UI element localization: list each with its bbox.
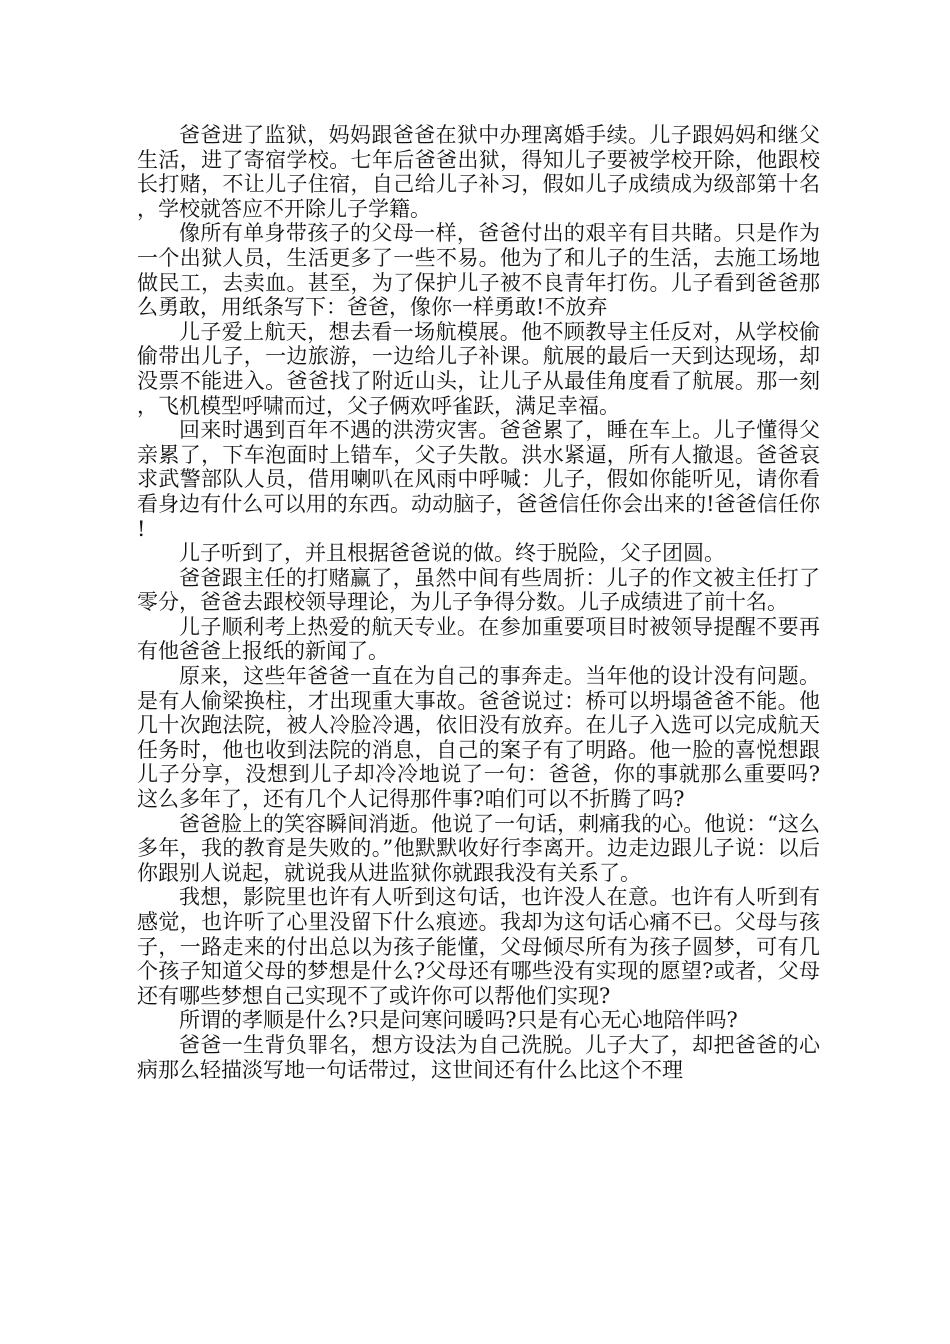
paragraph: 儿子顺利考上热爱的航天专业。在参加重要项目时被领导提醒不要再有他爸爸上报纸的新闻了。 bbox=[137, 614, 820, 664]
paragraph: 爸爸进了监狱，妈妈跟爸爸在狱中办理离婚手续。儿子跟妈妈和继父生活，进了寄宿学校。七年后爸爸出狱，得知儿子要被学校开除，他跟校长打赌，不让儿子住宿，自己给儿子补习，假如儿子成绩成为级部第十名，学校就答应不开除儿子学籍。 bbox=[137, 123, 820, 221]
paragraph: 爸爸跟主任的打赌赢了，虽然中间有些周折：儿子的作文被主任打了零分，爸爸去跟校领导理论，为儿子争得分数。儿子成绩进了前十名。 bbox=[137, 565, 820, 615]
paragraph: 所谓的孝顺是什么?只是问寒问暖吗?只是有心无心地陪伴吗? bbox=[179, 1008, 738, 1033]
paragraph: 像所有单身带孩子的父母一样，爸爸付出的艰辛有目共睹。只是作为一个出狱人员，生活更多了一些不易。他为了和儿子的生活，去施工场地做民工，去卖血。甚至，为了保护儿子被不良青年打伤。儿子看到爸爸那么勇敢，用纸条写下：爸爸，像你一样勇敢!不放弃 bbox=[137, 221, 820, 320]
document-body bbox=[137, 123, 820, 1082]
paragraph: 爸爸一生背负罪名，想方设法为自己洗脱。儿子大了，却把爸爸的心病那么轻描淡写地一句话带过，这世间还有什么比这个不理 bbox=[137, 1032, 820, 1082]
paragraph: 我想，影院里也许有人听到这句话，也许没人在意。也许有人听到有感觉，也许听了心里没留下什么痕迹。我却为这句话心痛不已。父母与孩子，一路走来的付出总以为孩子能懂，父母倾尽所有为孩子圆梦，可有几个孩子知道父母的梦想是什么?父母还有哪些没有实现的愿望?或者，父母还有哪些梦想自己实现不了或许你可以帮他们实现? bbox=[137, 885, 820, 1008]
paragraph: 回来时遇到百年不遇的洪涝灾害。爸爸累了，睡在车上。儿子懂得父亲累了，下车泡面时上错车，父子失散。洪水紧逼，所有人撤退。爸爸哀求武警部队人员，借用喇叭在风雨中呼喊：儿子，假如你能听见，请你看看身边有什么可以用的东西。动动脑子，爸爸信任你会出来的!爸爸信任你! bbox=[137, 418, 820, 541]
paragraph: 儿子听到了，并且根据爸爸说的做。终于脱险，父子团圆。 bbox=[179, 541, 725, 566]
paragraph: 原来，这些年爸爸一直在为自己的事奔走。当年他的设计没有问题。是有人偷梁换柱，才出现重大事故。爸爸说过：桥可以坍塌爸爸不能。他几十次跑法院，被人冷脸冷遇，依旧没有放弃。在儿子入选可以完成航天任务时，他也收到法院的消息，自己的案子有了明路。他一脸的喜悦想跟儿子分享，没想到儿子却冷冷地说了一句：爸爸，你的事就那么重要吗?这么多年了，还有几个人记得那件事?咱们可以不折腾了吗? bbox=[137, 664, 820, 812]
paragraph: 爸爸脸上的笑容瞬间消逝。他说了一句话，刺痛我的心。他说：“这么多年，我的教育是失败的。”他默默收好行李离开。边走边跟儿子说：以后你跟别人说起，就说我从进监狱你就跟我没有关系了。 bbox=[137, 811, 820, 885]
paragraph: 儿子爱上航天，想去看一场航模展。他不顾教导主任反对，从学校偷偷带出儿子，一边旅游，一边给儿子补课。航展的最后一天到达现场，却没票不能进入。爸爸找了附近山头，让儿子从最佳角度看了航展。那一刻，飞机模型呼啸而过，父子俩欢呼雀跃，满足幸福。 bbox=[137, 319, 820, 418]
